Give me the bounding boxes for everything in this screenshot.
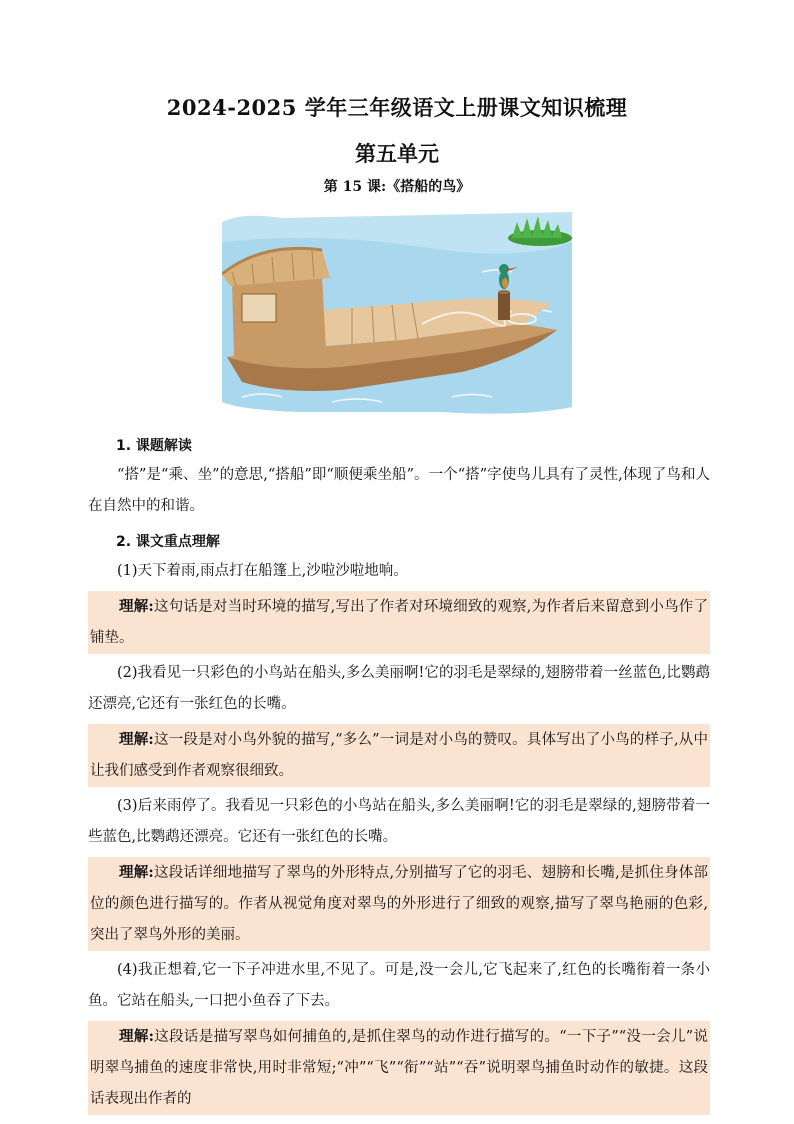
explanation-2 (88, 724, 710, 787)
explain-text: 这段话是描写翠鸟如何捕鱼的,是抓住翠鸟的动作进行描写的。“一下子”“没一会儿”说明翠鸟捕鱼的速度非常快,用时非常短;“冲”“飞”“衔”“站”“吞”说明翠鸟捕鱼时动作的敏捷。这段话表现出作者的 (90, 1029, 708, 1107)
explain-text: 这一段是对小鸟外貌的描写,“多么”一词是对小鸟的赞叹。具体写出了小鸟的样子,从中让我们感受到作者观察很细致。 (90, 732, 708, 779)
document-title: 2024-2025 学年三年级语文上册课文知识梳理 (166, 95, 628, 120)
quote-1: (1)天下着雨,雨点打在船篷上,沙啦沙啦地响。 (117, 563, 408, 579)
section-1-text: “搭”是“乘、坐”的意思,“搭船”即“顺便乘坐船”。一个“搭”字使鸟儿具有了灵性,体现了鸟和人在自然中的和谐。 (88, 467, 710, 514)
boat-illustration (222, 212, 572, 417)
section-heading-1 (116, 432, 710, 460)
explain-label: 理解: (119, 731, 154, 748)
explain-label: 理解: (119, 598, 154, 615)
section-heading-text: 1. 课题解读 (116, 438, 192, 454)
explain-label: 理解: (119, 864, 154, 881)
explain-label: 理解: (119, 1028, 154, 1045)
quote-2: (2)我看见一只彩色的小鸟站在船头,多么美丽啊!它的羽毛是翠绿的,翅膀带着一丝蓝色,比鹦鹉还漂亮,它还有一张红色的长嘴。 (88, 665, 710, 712)
explanation-1 (88, 591, 710, 654)
quote-4: (4)我正想着,它一下子冲进水里,不见了。可是,没一会儿,它飞起来了,红色的长嘴衔着一条小鱼。它站在船头,一口把小鱼吞了下去。 (88, 962, 710, 1009)
section-heading-text: 2. 课文重点理解 (116, 534, 220, 550)
explain-text: 这段话详细地描写了翠鸟的外形特点,分别描写了它的羽毛、翅膀和长嘴,是抓住身体部位的颜色进行描写的。作者从视觉角度对翠鸟的外形进行了细致的观察,描写了翠鸟艳丽的色彩,突出了翠鸟外形的美丽。 (90, 865, 708, 943)
quote-3: (3)后来雨停了。我看见一只彩色的小鸟站在船头,多么美丽啊!它的羽毛是翠绿的,翅膀带着一些蓝色,比鹦鹉还漂亮。它还有一张红色的长嘴。 (88, 798, 710, 845)
section-heading-2 (116, 528, 710, 556)
explain-text: 这句话是对当时环境的描写,写出了作者对环境细致的观察,为作者后来留意到小鸟作了铺垫。 (90, 599, 708, 646)
unit-title: 第五单元 (355, 141, 439, 166)
explanation-4 (88, 1021, 710, 1115)
lesson-title: 第 15 课:《搭船的鸟》 (323, 179, 471, 195)
content (88, 432, 710, 1119)
explanation-3 (88, 857, 710, 951)
